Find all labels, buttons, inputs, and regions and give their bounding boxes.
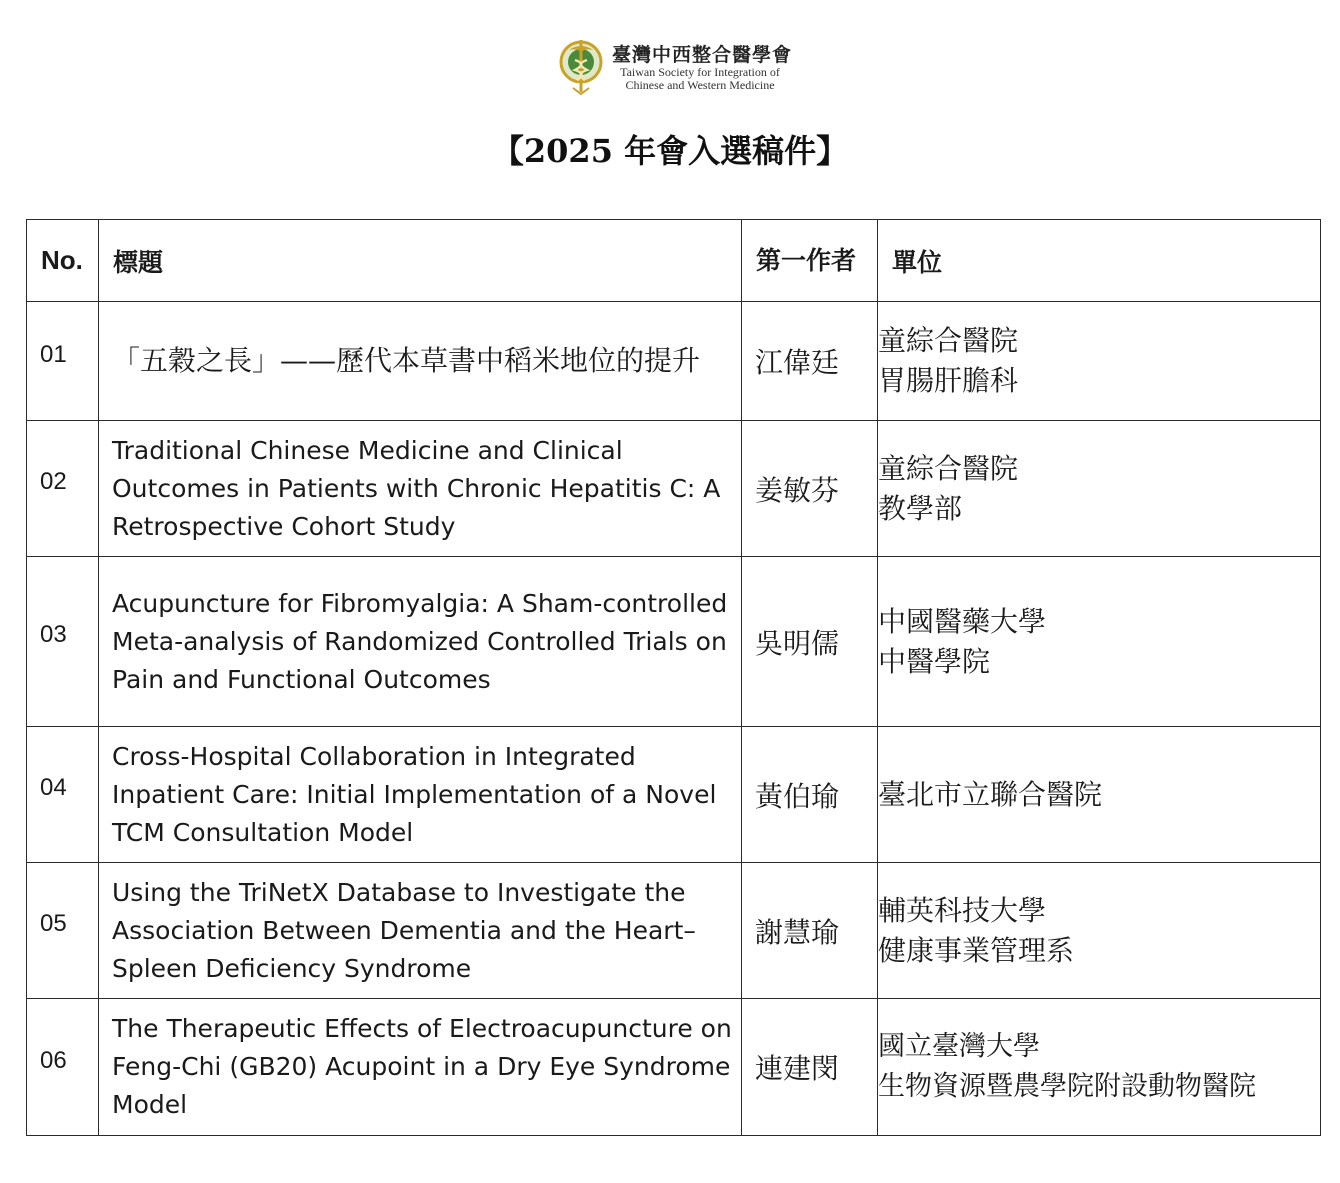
row-unit (878, 557, 1321, 727)
society-logo (556, 34, 796, 96)
row-title: Cross-Hospital Collaboration in Integrated Inpatient Care: Initial Implementation of a Novel TCM Consultation Model (99, 727, 742, 863)
row-unit (878, 421, 1321, 557)
unit-line: 輔英科技大學 (878, 893, 1047, 927)
row-number: 04 (27, 727, 99, 863)
caduceus-emblem-icon (556, 34, 606, 96)
unit-line: 童綜合醫院 (878, 451, 1019, 485)
row-unit (878, 999, 1321, 1136)
header-title: 標題 (99, 220, 742, 302)
row-title: Traditional Chinese Medicine and Clinical Outcomes in Patients with Chronic Hepatitis C: A Retrospective Cohort Study (99, 421, 742, 557)
unit-line: 教學部 (878, 491, 963, 525)
row-title: 「五穀之長」——歷代本草書中稻米地位的提升 (99, 302, 742, 421)
row-title: Acupuncture for Fibromyalgia: A Sham-controlled Meta-analysis of Randomized Controlled Trials on Pain and Functional Outcomes (99, 557, 742, 727)
unit-line: 國立臺灣大學 (878, 1031, 1040, 1062)
row-number: 05 (27, 863, 99, 999)
row-author: 黃伯瑜 (742, 727, 878, 863)
logo-name-en-line2: Chinese and Western Medicine (625, 78, 775, 92)
header-no: No. (27, 220, 99, 302)
table-row (27, 727, 1321, 863)
row-author: 江偉廷 (742, 302, 878, 421)
row-title: Using the TriNetX Database to Investigate the Association Between Dementia and the Heart–Spleen Deficiency Syndrome (99, 863, 742, 999)
row-author: 吳明儒 (742, 557, 878, 727)
row-author: 連建閔 (742, 999, 878, 1136)
logo-name-en (616, 66, 784, 92)
row-unit (878, 727, 1321, 863)
row-unit (878, 863, 1321, 999)
unit-line: 童綜合醫院 (878, 324, 1019, 357)
row-number: 03 (27, 557, 99, 727)
unit-line: 中國醫藥大學 (878, 604, 1047, 638)
table-row (27, 557, 1321, 727)
row-author: 姜敏芬 (742, 421, 878, 557)
logo-name-zh: 臺灣中西整合醫學會 (612, 44, 793, 66)
table-row (27, 421, 1321, 557)
row-number: 02 (27, 421, 99, 557)
unit-line: 胃腸肝膽科 (878, 364, 1019, 397)
table-row (27, 999, 1321, 1136)
unit-line: 臺北市立聯合醫院 (878, 777, 1103, 811)
table-row (27, 302, 1321, 421)
unit-line: 健康事業管理系 (878, 933, 1075, 967)
logo-name-en-line1: Taiwan Society for Integration of (620, 65, 780, 79)
accepted-papers-table (26, 219, 1321, 1136)
row-title: The Therapeutic Effects of Electroacupuncture on Feng-Chi (GB20) Acupoint in a Dry Eye Syndrome Model (99, 999, 742, 1136)
row-number: 06 (27, 999, 99, 1136)
row-author: 謝慧瑜 (742, 863, 878, 999)
row-unit (878, 302, 1321, 421)
unit-line: 生物資源暨農學院附設動物醫院 (878, 1071, 1256, 1102)
unit-line: 中醫學院 (878, 644, 991, 678)
page-title: 【2025 年會入選稿件】 (491, 132, 849, 170)
table-header-row (27, 220, 1321, 302)
row-number: 01 (27, 302, 99, 421)
header-first-author: 第一作者 (742, 220, 878, 302)
header-unit: 單位 (878, 220, 1321, 302)
table-row (27, 863, 1321, 999)
